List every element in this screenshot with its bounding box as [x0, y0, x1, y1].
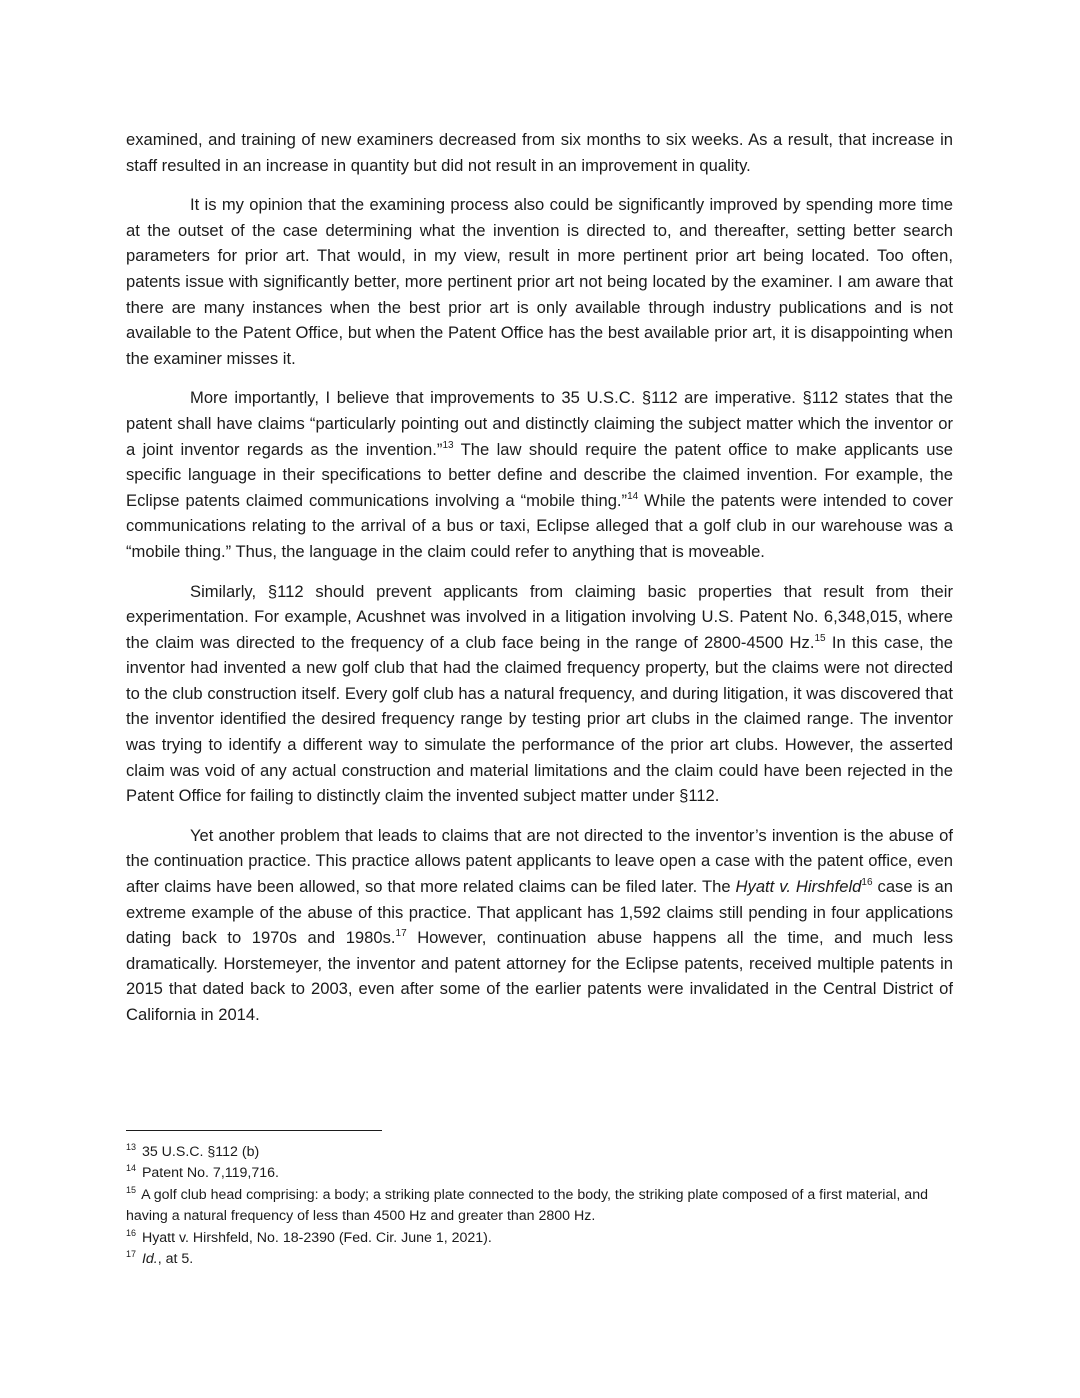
footnote-reference: 17 — [395, 928, 407, 940]
body-paragraph — [126, 192, 953, 371]
body-paragraph — [126, 579, 953, 809]
text-run: While the patents were intended to cover communications relating to the arrival of a bus or taxi, Eclipse alleged that a golf club in our warehouse was a “mobile thing.” Thus, the language in the claim could refer to anything that is moveable. — [126, 490, 953, 561]
text-run: 35 U.S.C. §112 (b) — [138, 1144, 260, 1160]
document-body — [126, 127, 953, 1028]
italic-text: Hyatt v. Hirshfeld — [735, 877, 862, 897]
paragraph-spacer — [126, 178, 953, 192]
footnote-reference: 13 — [442, 439, 454, 451]
footnote-reference: 16 — [861, 877, 873, 889]
footnote-number: 14 — [126, 1163, 137, 1174]
text-run: It is my opinion that the examining process also could be significantly improved by spending more time at the outset of the case determining what the invention is directed to, and thereafter, setting better search parameters for prior art. That would, in my view, result in more pertinent prior art being located. Too often, patents issue with significantly better, more pertinent prior art not being located by the examiner. I am aware that there are many instances when the best prior art is only available through industry publications and is not available to the Patent Office, but when the Patent Office has the best available prior art, it is disappointing when the examiner misses it. — [126, 195, 953, 368]
text-run: Patent No. 7,119,716. — [138, 1165, 279, 1182]
footnote — [126, 1249, 953, 1270]
text-run: The law should require the patent office to make applicants use specific language in their specifications to better define and describe the claimed invention. For example, the Eclipse patents claimed communications involving a “mobile thing.” — [126, 439, 953, 510]
footnote — [126, 1163, 953, 1184]
footnote-reference: 15 — [814, 632, 826, 644]
footnote-separator — [126, 1130, 382, 1131]
footnote — [126, 1142, 953, 1163]
footnote-number: 17 — [126, 1249, 137, 1260]
text-run: However, continuation abuse happens all the time, and much less dramatically. Horstemeyer, the inventor and patent attorney for the Eclipse patents, received multiple patents in 2015 that dated back to 2003, even after some of the earlier patents were invalidated in the Central District of California in 2014. — [126, 928, 954, 1024]
footnotes-section — [126, 1142, 953, 1270]
footnote — [126, 1228, 953, 1249]
paragraph-spacer — [126, 565, 953, 579]
text-run: Hyatt v. Hirshfeld, No. 18-2390 (Fed. Cir. June 1, 2021). — [138, 1229, 492, 1246]
paragraph-spacer — [126, 809, 953, 823]
text-run: Yet another problem that leads to claims that are not directed to the inventor’s invention is the abuse of the continuation practice. This practice allows patent applicants to leave open a case with the patent office, even after claims have been allowed, so that more related claims can be filed later. The — [126, 825, 953, 897]
text-run: Similarly, §112 should prevent applicants from claiming basic properties that result from their experimentation. For example, Acushnet was involved in a litigation involving U.S. Patent No. 6,348,015, where the claim was directed to the frequency of a club face being in the range of 2800-4500 Hz. — [126, 581, 953, 652]
footnote-number: 13 — [126, 1142, 137, 1152]
paragraph-spacer — [126, 371, 953, 385]
italic-text: Id. — [141, 1251, 158, 1268]
footnote-number: 15 — [126, 1184, 137, 1195]
text-run: In this case, the inventor had invented a new golf club that had the claimed frequency property, but the claims were not directed to the club construction itself. Every golf club has a natural frequency, and during litigation, it was discovered that the inventor identified the desired frequency range by testing prior art clubs in the claimed range. The inventor was trying to identify a different way to simulate the performance of the prior art clubs. However, the asserted claim was void of any actual construction and material limitations and the claim could have been rejected in the Patent Office for failing to distinctly claim the invented subject matter under §112. — [126, 632, 953, 806]
body-paragraph — [126, 127, 953, 178]
footnote-number: 16 — [126, 1227, 137, 1238]
body-paragraph — [126, 385, 953, 564]
body-paragraph — [126, 823, 953, 1028]
footnote — [126, 1185, 953, 1228]
text-run: More importantly, I believe that improvements to 35 U.S.C. §112 are imperative. §112 states that the patent shall have claims “particularly pointing out and distinctly claiming the subject matter which the inventor or a joint inventor regards as the invention.” — [126, 388, 953, 459]
text-run: examined, and training of new examiners decreased from six months to six weeks. As a result, that increase in staff resulted in an increase in quantity but did not result in an improvement in quality. — [126, 130, 953, 175]
footnote-reference: 14 — [627, 490, 639, 502]
text-run: , at 5. — [157, 1251, 194, 1268]
text-run: case is an extreme example of the abuse of this practice. That applicant has 1,592 claims still pending in four applications dating back to 1970s and 1980s. — [126, 877, 954, 948]
text-run: A golf club head comprising: a body; a striking plate connected to the body, the striking plate composed of a first material, and having a natural frequency of less than 4500 Hz and greater than 2800 Hz. — [126, 1186, 928, 1225]
